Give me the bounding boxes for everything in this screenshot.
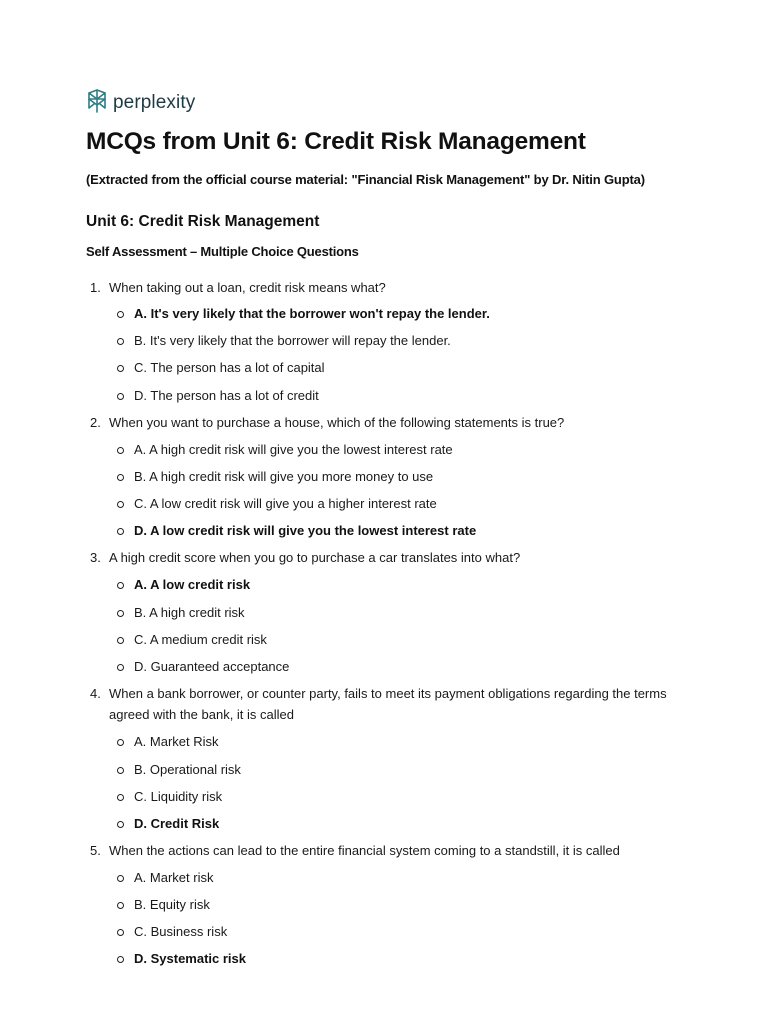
perplexity-logo-icon bbox=[86, 89, 108, 118]
question-text: When you want to purchase a house, which of the following statements is true? bbox=[109, 415, 565, 430]
question-number: 5. bbox=[90, 843, 101, 858]
option-correct: D. Systematic risk bbox=[134, 951, 247, 966]
bullet-icon bbox=[117, 582, 124, 589]
question-number: 3. bbox=[90, 550, 101, 565]
bullet-icon bbox=[117, 365, 124, 372]
bullet-icon bbox=[117, 767, 124, 774]
option: B. Operational risk bbox=[134, 762, 241, 777]
bullet-icon bbox=[117, 956, 124, 963]
bullet-icon bbox=[117, 610, 124, 617]
question-text: When taking out a loan, credit risk means what? bbox=[109, 280, 386, 295]
question-1 bbox=[90, 277, 690, 298]
brand bbox=[86, 90, 195, 116]
question-number: 4. bbox=[90, 686, 101, 701]
option: C. Business risk bbox=[134, 924, 228, 939]
question-text: When a bank borrower, or counter party, fails to meet its payment obligations regarding the terms agreed with the bank, it is called bbox=[109, 686, 667, 722]
brand-name: perplexity bbox=[113, 92, 196, 113]
question-4 bbox=[90, 683, 690, 725]
option: D. The person has a lot of credit bbox=[134, 388, 319, 403]
bullet-icon bbox=[117, 447, 124, 454]
bullet-icon bbox=[117, 902, 124, 909]
option: C. Liquidity risk bbox=[134, 789, 223, 804]
option-correct: D. Credit Risk bbox=[134, 816, 220, 831]
question-text: A high credit score when you go to purchase a car translates into what? bbox=[109, 550, 521, 565]
bullet-icon bbox=[117, 739, 124, 746]
option-correct: A. It's very likely that the borrower won't repay the lender. bbox=[134, 306, 490, 321]
question-3 bbox=[90, 547, 690, 568]
option: D. Guaranteed acceptance bbox=[134, 659, 290, 674]
bullet-icon bbox=[117, 393, 124, 400]
question-2 bbox=[90, 412, 690, 433]
option: C. A medium credit risk bbox=[134, 632, 267, 647]
bullet-icon bbox=[117, 929, 124, 936]
bullet-icon bbox=[117, 311, 124, 318]
section-heading: Self Assessment – Multiple Choice Questions bbox=[86, 244, 359, 259]
bullet-icon bbox=[117, 821, 124, 828]
bullet-icon bbox=[117, 501, 124, 508]
option: C. The person has a lot of capital bbox=[134, 360, 325, 375]
option: C. A low credit risk will give you a higher interest rate bbox=[134, 496, 437, 511]
page-subtitle: (Extracted from the official course material: "Financial Risk Management" by Dr. Nitin Gupta) bbox=[86, 172, 645, 187]
bullet-icon bbox=[117, 637, 124, 644]
question-text: When the actions can lead to the entire financial system coming to a standstill, it is called bbox=[109, 843, 620, 858]
option: B. Equity risk bbox=[134, 897, 210, 912]
option: B. A high credit risk will give you more money to use bbox=[134, 469, 434, 484]
bullet-icon bbox=[117, 338, 124, 345]
option: A. Market Risk bbox=[134, 734, 219, 749]
question-5 bbox=[90, 840, 690, 861]
option: A. A high credit risk will give you the lowest interest rate bbox=[134, 442, 453, 457]
option-correct: D. A low credit risk will give you the lowest interest rate bbox=[134, 523, 477, 538]
option-correct: A. A low credit risk bbox=[134, 577, 251, 592]
bullet-icon bbox=[117, 528, 124, 535]
bullet-icon bbox=[117, 474, 124, 481]
unit-heading: Unit 6: Credit Risk Management bbox=[86, 213, 320, 230]
option: A. Market risk bbox=[134, 870, 214, 885]
bullet-icon bbox=[117, 664, 124, 671]
option: B. A high credit risk bbox=[134, 605, 245, 620]
question-number: 2. bbox=[90, 415, 101, 430]
question-number: 1. bbox=[90, 280, 101, 295]
option: B. It's very likely that the borrower will repay the lender. bbox=[134, 333, 451, 348]
page-title: MCQs from Unit 6: Credit Risk Management bbox=[86, 128, 586, 155]
bullet-icon bbox=[117, 875, 124, 882]
bullet-icon bbox=[117, 794, 124, 801]
